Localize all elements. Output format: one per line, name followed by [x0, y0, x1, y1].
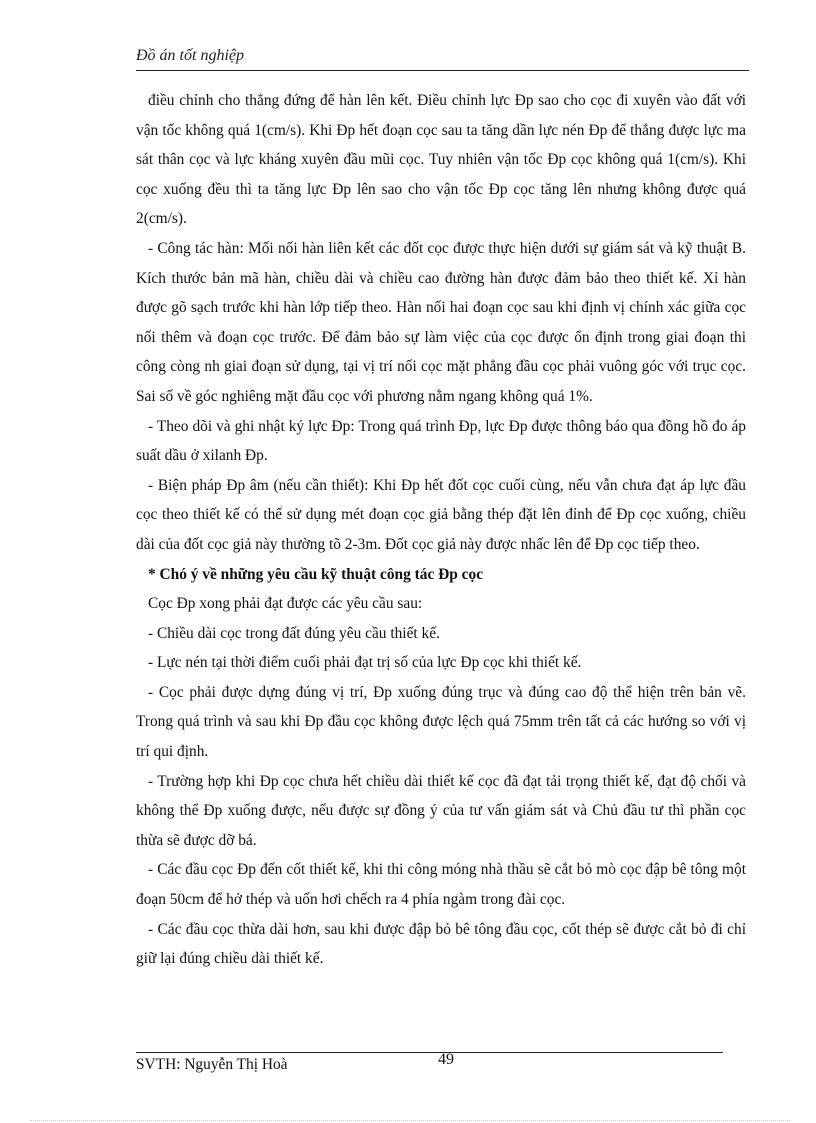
footer-divider: [136, 1052, 723, 1053]
header-divider: [136, 70, 749, 71]
requirement-item: - Chiều dài cọc trong đất đúng yêu cầu thiết kế.: [148, 624, 440, 642]
requirement-item: - Các đầu cọc Đp đến cốt thiết kế, khi thi công móng nhà thầu sẽ cắt bỏ mò cọc đập bê tông một đoạn 50cm để hở thép và uốn hơi chếch ra 4 phía ngàm trong đài cọc.: [136, 861, 746, 909]
requirement-intro: Cọc Đp xong phải đạt được các yêu cầu sau:: [148, 595, 423, 613]
document-header-title: Đồ án tốt nghiệp: [136, 47, 244, 64]
footer-author: SVTH: Nguyễn Thị Hoà: [136, 1056, 288, 1073]
section-heading: * Chó ý về những yêu cầu kỹ thuật công tác Đp cọc: [148, 565, 484, 583]
requirement-item: - Các đầu cọc thừa dài hơn, sau khi được đập bỏ bê tông đầu cọc, cốt thép sẽ được cắt bỏ đi chỉ giữ lại đúng chiều dài thiết kế.: [136, 920, 746, 968]
page-edge: [30, 1120, 790, 1121]
paragraph-negative-press: - Biện pháp Đp âm (nếu cần thiết): Khi Đp hết đốt cọc cuối cùng, nếu vẫn chưa đạt áp lực đầu cọc theo thiết kế có thể sử dụng mét đoạn cọc giả bằng thép đặt lên đỉnh để Đp cọc xuống, chiều dài của đốt cọc giả này thường tõ 2-3m. Đốt cọc giả này được nhấc lên để Đp cọc tiếp theo.: [136, 476, 746, 553]
paragraph-force-log: - Theo dõi và ghi nhật ký lực Đp: Trong quá trình Đp, lực Đp được thông báo qua đồng hồ đo áp suất dầu ở xilanh Đp.: [136, 417, 746, 465]
paragraph-press-adjustment: điều chỉnh cho thẳng đứng để hàn lên kết. Điều chỉnh lực Đp sao cho cọc đi xuyên vào đất với vận tốc không quá 1(cm/s). Khi Đp hết đoạn cọc sau ta tăng dần lực nén Đp để thắng được lực ma sát thân cọc và lực kháng xuyên đầu mũi cọc. Tuy nhiên vận tốc Đp cọc không quá 1(cm/s). Khi cọc xuống đều thì ta tăng lực Đp lên sao cho vận tốc Đp cọc tăng lên nhưng không được quá 2(cm/s).: [136, 92, 746, 228]
paragraph-welding: - Công tác hàn: Mối nối hàn liên kết các đốt cọc được thực hiện dưới sự giám sát và kỹ thuật B. Kích thước bản mã hàn, chiều dài và chiều cao đường hàn được đảm bảo theo thiết kế. Xỉ hàn được gõ sạch trước khi hàn lớp tiếp theo. Hàn nối hai đoạn cọc sau khi định vị chính xác giữa cọc nối thêm và đoạn cọc trước. Để đảm bảo sự làm việc của cọc được ổn định trong giai đoạn thi công còng nh giai đoạn sử dụng, tại vị trí nối cọc mặt phẳng đầu cọc phải vuông góc với trục cọc. Sai số về góc nghiêng mặt đầu cọc với phương nằm ngang không quá 1%.: [136, 239, 746, 405]
requirement-item: - Cọc phải được dựng đúng vị trí, Đp xuống đúng trục và đúng cao độ thể hiện trên bản vẽ. Trong quá trình và sau khi Đp đầu cọc không được lệch quá 75mm trên tất cả các hướng so với vị trí qui định.: [136, 683, 746, 761]
requirement-item: - Trường hợp khi Đp cọc chưa hết chiều dài thiết kế cọc đã đạt tải trọng thiết kế, đạt độ chối và không thể Đp xuống được, nếu được sự đồng ý của tư vấn giám sát và Chủ đầu tư thì phần cọc thừa sẽ được dỡ bá.: [136, 772, 746, 849]
requirement-item: - Lực nén tại thời điểm cuối phải đạt trị số của lực Đp cọc khi thiết kế.: [148, 654, 582, 672]
page-number: 49: [438, 1051, 454, 1068]
page-body: [136, 86, 746, 974]
